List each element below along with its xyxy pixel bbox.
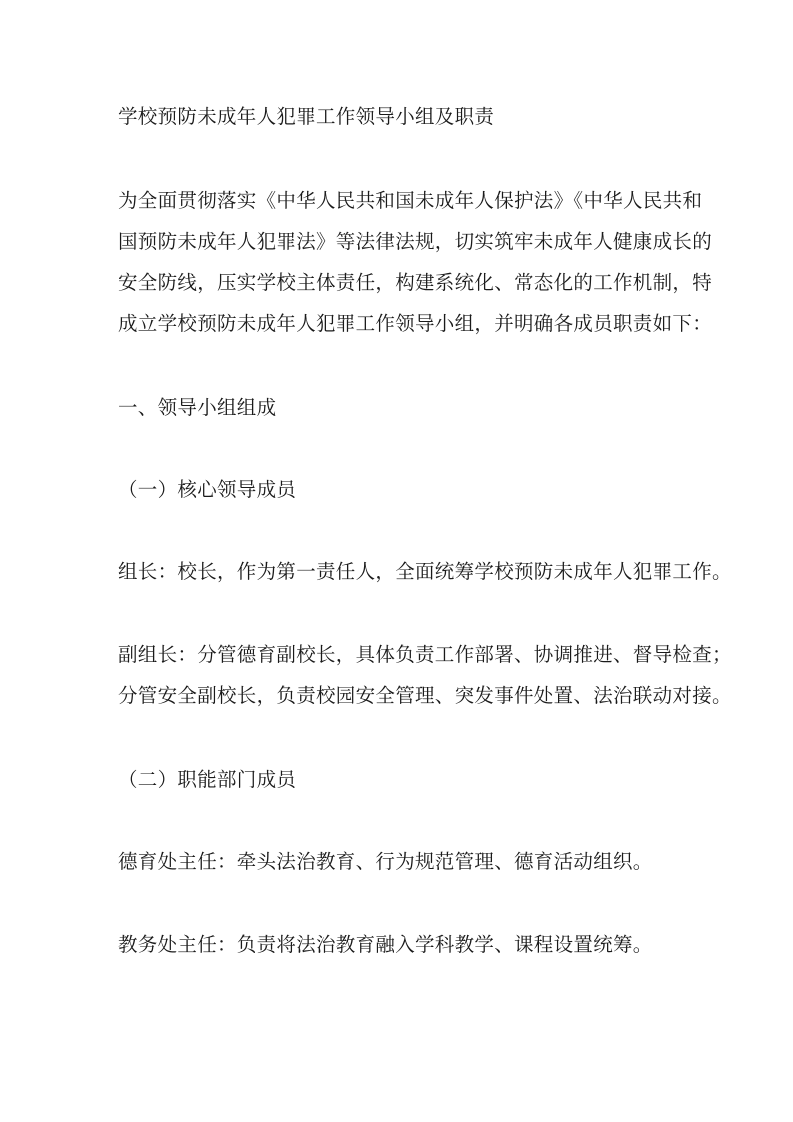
- intro-line-2: 国预防未成年人犯罪法》等法律法规，切实筑牢未成年人健康成长的: [118, 230, 713, 253]
- section-heading-1: 一、领导小组组成: [118, 396, 277, 419]
- subsection-heading-2: （二）职能部门成员: [118, 768, 297, 791]
- intro-line-4: 成立学校预防未成年人犯罪工作领导小组，并明确各成员职责如下：: [118, 312, 713, 335]
- subsection-heading-1: （一）核心领导成员: [118, 478, 297, 501]
- intro-line-3: 安全防线，压实学校主体责任，构建系统化、常态化的工作机制，特: [118, 271, 713, 294]
- intro-line-1: 为全面贯彻落实《中华人民共和国未成年人保护法》《中华人民共和: [118, 189, 703, 212]
- moral-director-paragraph: 德育处主任：牵头法治教育、行为规范管理、德育活动组织。: [118, 850, 653, 873]
- deputy-line-2: 分管安全副校长，负责校园安全管理、突发事件处置、法治联动对接。: [118, 684, 732, 707]
- academic-director-paragraph: 教务处主任：负责将法治教育融入学科教学、课程设置统筹。: [118, 933, 653, 956]
- document-title: 学校预防未成年人犯罪工作领导小组及职责: [118, 105, 495, 128]
- leader-paragraph: 组长：校长，作为第一责任人，全面统筹学校预防未成年人犯罪工作。: [118, 560, 732, 583]
- deputy-line-1: 副组长：分管德育副校长，具体负责工作部署、协调推进、督导检查；: [118, 643, 732, 666]
